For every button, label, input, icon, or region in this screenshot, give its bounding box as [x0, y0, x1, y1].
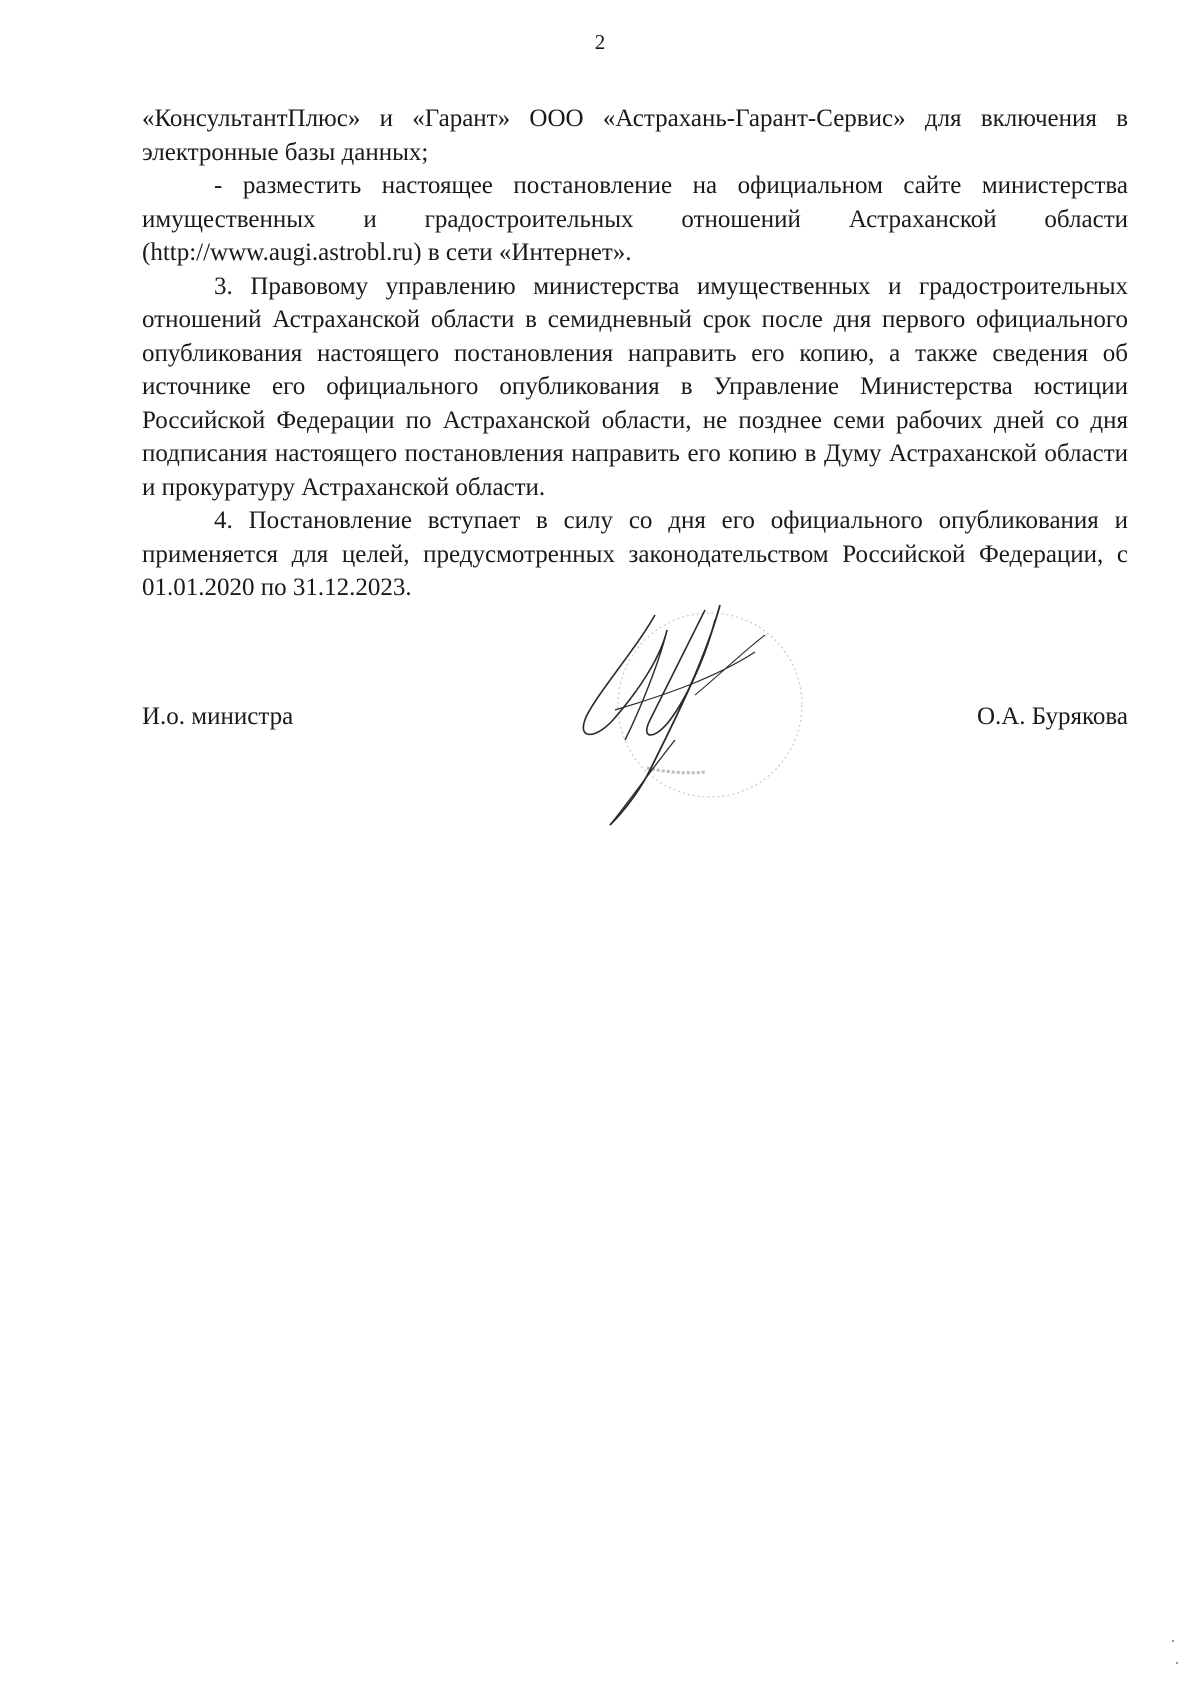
scan-artifact [1172, 1640, 1174, 1642]
signatory-position: И.о. министра [142, 703, 294, 730]
page-number: 2 [594, 30, 606, 54]
paragraph-website-publication: - разместить настоящее постановление на официальном сайте министерства имущественных и градостроительных отношений Астраханской области (http://www.augi.astrobl.ru) в сети «Интернет». [142, 172, 1128, 266]
paragraph-item-3: 3. Правовому управлению министерства имущественных и градостроительных отношений Астраханской области в семидневный срок после дня первого официального опубликования настоящего постановления направить его копию, а также сведения об источнике его официального опубликования в Управление Министерства юстиции Российской Федерации по Астраханской области, не позднее семи рабочих дней со дня подписания настоящего постановления направить его копию в Думу Астраханской области и прокуратуру Астраханской области. [142, 272, 1128, 501]
scan-artifact [1176, 1662, 1178, 1664]
signature-block [142, 700, 1128, 740]
document-body [142, 102, 1128, 605]
signatory-name: О.А. Бурякова [976, 703, 1128, 730]
stamp-text-mark [647, 768, 705, 773]
paragraph-databases: «КонсультантПлюс» и «Гарант» ООО «Астрахань-Гарант-Сервис» для включения в электронные базы данных; [142, 105, 1128, 166]
paragraph-item-4: 4. Постановление вступает в силу со дня его официального опубликования и применяется для целей, предусмотренных законодательством Российской Федерации, с 01.01.2020 по 31.12.2023. [142, 507, 1128, 601]
